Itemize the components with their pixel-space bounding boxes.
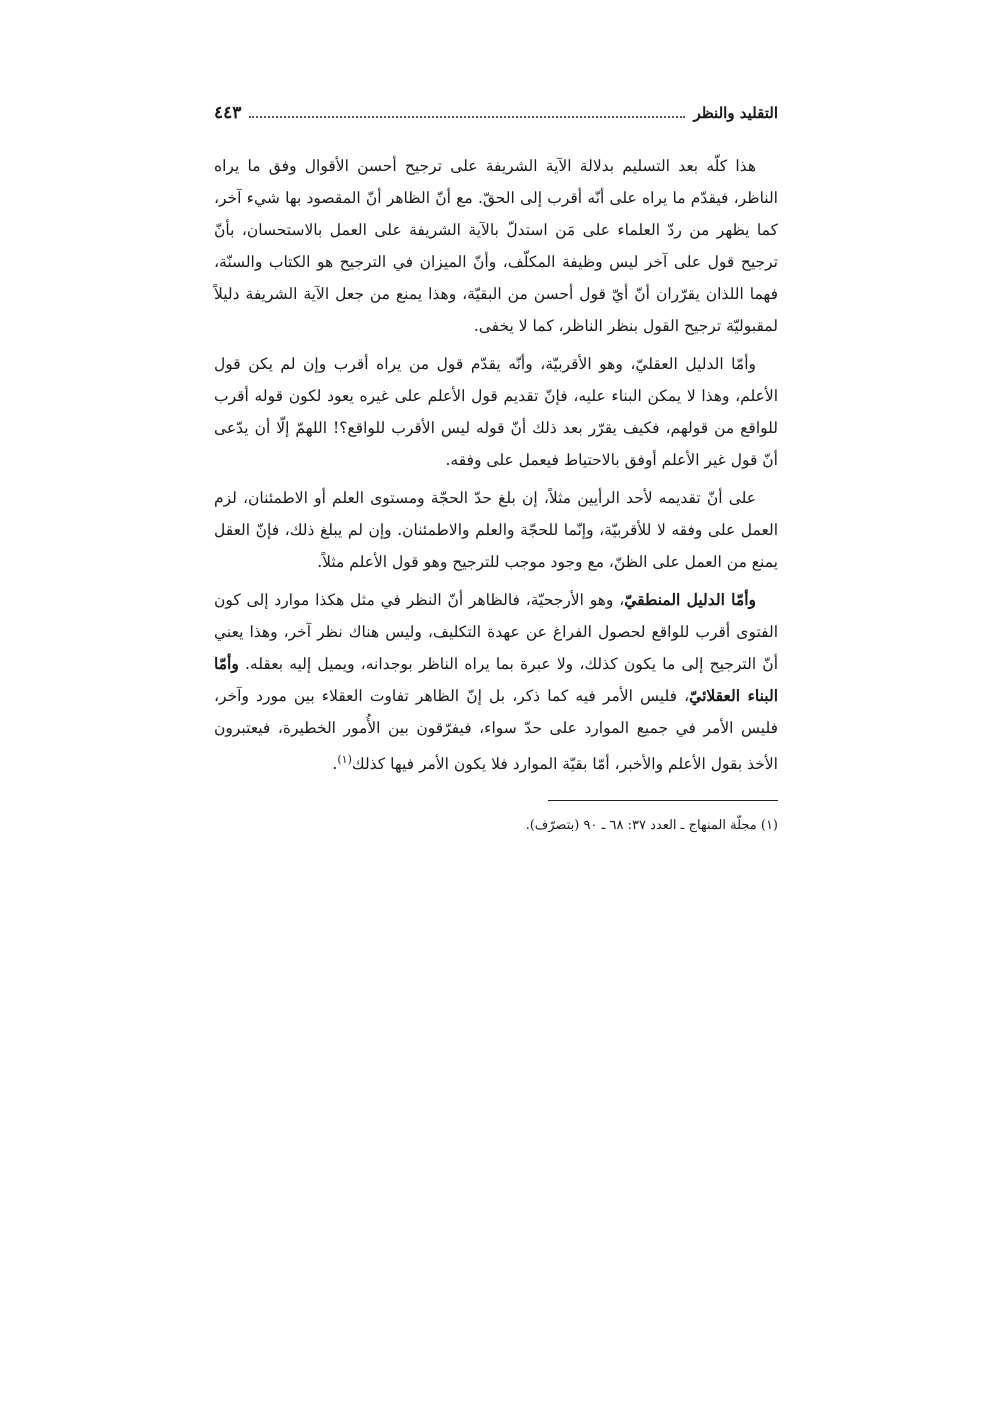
bold-heading-phrase: وأمّا البناء العقلائيّ xyxy=(214,654,778,705)
text-run: ، فليس الأمر فيه كما ذكر، بل إنّ الظاهر تفاوت العقلاء بين مورد وآخر، فليس الأمر في جميع الموارد على حدّ سواء، فيفرّقون بين الأُمور الخطيرة، فيعتبرون الأخذ بقول الأعلم والأخبر، أمّا بقيّة الموارد فلا يكون الأمر فيها كذلك xyxy=(214,687,778,774)
paragraph xyxy=(214,584,778,780)
footnote: (١) مجلّة المنهاج ـ العدد ٣٧: ٦٨ ـ ٩٠ (بتصرّف). xyxy=(525,818,778,834)
bold-heading-phrase: وأمّا الدليل المنطقيّ xyxy=(624,590,757,609)
text-run: وأمّا الدليل العقليّ، وهو الأقربيّة، وأنّه يقدّم قول من يراه أقرب وإن لم يكن قول الأعلم، وهذا لا يمكن البناء عليه، فإنّ تقديم قول الأعلم على غيره يعود لكون قوله أقرب للواقع من قولهم، فكيف يقرّر بعد ذلك أنّ قوله ليس الأقرب للواقع؟! اللهمّ إلّا أن يدّعى أنّ قول غير الأعلم أوفق بالاحتياط فيعمل على وفقه. xyxy=(214,355,778,469)
footnote-separator xyxy=(548,800,778,801)
paragraph xyxy=(214,482,778,578)
text-run: ، وهو الأرجحيّة، فالظاهر أنّ النظر في مثل هكذا موارد إلى كون الفتوى أقرب للواقع لحصول الفراغ عن عهدة التكليف، وليس هناك نظر آخر، وهذا يعني أنّ الترجيح إلى ما يكون كذلك، ولا عبرة بما يراه الناظر بوجدانه، ويميل إليه بعقله. xyxy=(214,591,778,673)
page-number: ٤٤٣ xyxy=(214,103,242,123)
paragraph xyxy=(214,348,778,476)
running-head-leader-dots xyxy=(249,116,685,118)
running-head xyxy=(214,96,778,130)
text-run: . xyxy=(332,755,338,774)
footnote-marker: (١) xyxy=(337,753,352,766)
book-page xyxy=(214,96,778,837)
body-text xyxy=(214,150,778,780)
footnotes xyxy=(214,815,778,837)
running-head-title: التقليد والنظر xyxy=(693,104,778,122)
text-run: على أنّ تقديمه لأحد الرأيين مثلاً، إن بلغ حدّ الحجّة ومستوى العلم أو الاطمئنان، لزم العمل على وفقه لا للأقربيّة، وإنّما للحجّة والعلم والاطمئنان. وإن لم يبلغ ذلك، فإنّ العقل يمنع من العمل على الظنّ، مع وجود موجب للترجيح وهو قول الأعلم مثلاً. xyxy=(214,489,778,571)
text-run: هذا كلّه بعد التسليم بدلالة الآية الشريفة على ترجيح أحسن الأقوال وفق ما يراه الناظر، فيقدّم ما يراه على أنّه أقرب إلى الحقّ. مع أنّ الظاهر أنّ المقصود بها شيء آخر، كما يظهر من ردّ العلماء على مَن استدلّ بالآية الشريفة على العمل بالاستحسان، بأنّ ترجيح قول على آخر ليس وظيفة المكلّف، وأنّ الميزان في الترجيح هو الكتاب والسنّة، فهما اللذان يقرّران أنّ أيّ قول أحسن من البقيّة، وهذا يمنع من جعل الآية الشريفة دليلاً لمقبوليّة ترجيح القول بنظر الناظر، كما لا يخفى. xyxy=(214,157,778,335)
paragraph xyxy=(214,150,778,342)
